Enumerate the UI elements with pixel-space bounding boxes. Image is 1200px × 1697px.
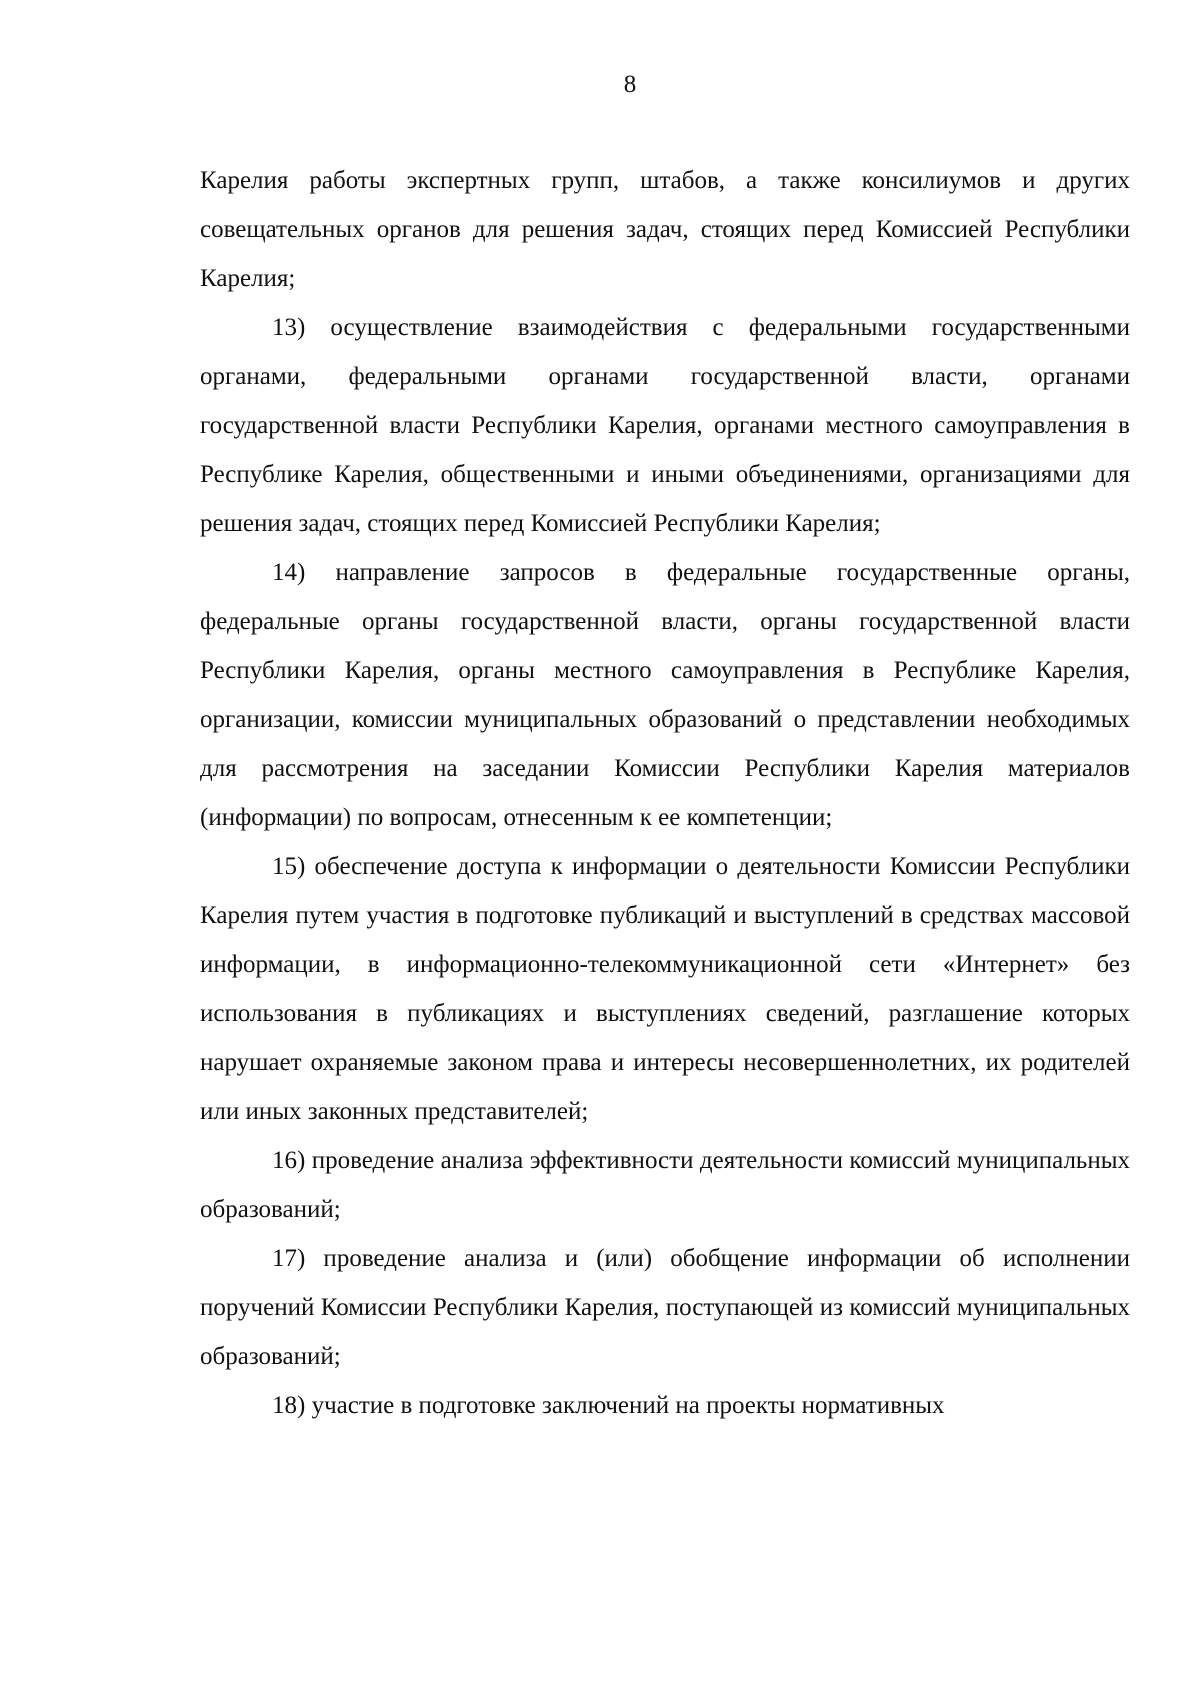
paragraph-continuation: Карелия работы экспертных групп, штабов, а также консилиумов и других совещательных органов для решения задач, стоящих перед Комиссией Республики Карелия; — [200, 167, 1130, 292]
paragraph-item-17: 17) проведение анализа и (или) обобщение информации об исполнении поручений Комиссии Республики Карелия, поступающей из комиссий муниципальных образований; — [200, 1245, 1130, 1370]
document-body — [200, 156, 1130, 1430]
paragraph-item-14: 14) направление запросов в федеральные государственные органы, федеральные органы государственной власти, органы государственной власти Республики Карелия, органы местного самоуправления в Республике Карелия, организации, комиссии муниципальных образований о представлении необходимых для рассмотрения на заседании Комиссии Республики Карелия материалов (информации) по вопросам, отнесенным к ее компетенции; — [200, 559, 1130, 831]
paragraph-item-18: 18) участие в подготовке заключений на проекты нормативных — [272, 1392, 945, 1419]
page-number: 8 — [623, 71, 637, 98]
paragraph-item-13: 13) осуществление взаимодействия с федеральными государственными органами, федеральными органами государственной власти, органами государственной власти Республики Карелия, органами местного самоуправления в Республике Карелия, общественными и иными объединениями, организациями для решения задач, стоящих перед Комиссией Республики Карелия; — [200, 314, 1130, 537]
paragraph-item-16: 16) проведение анализа эффективности деятельности комиссий муниципальных образований; — [200, 1147, 1130, 1223]
paragraph-item-15: 15) обеспечение доступа к информации о деятельности Комиссии Республики Карелия путем участия в подготовке публикаций и выступлений в средствах массовой информации, в информационно-телекоммуникационной сети «Интернет» без использования в публикациях и выступлениях сведений, разглашение которых нарушает охраняемые законом права и интересы несовершеннолетних, их родителей или иных законных представителей; — [200, 853, 1130, 1125]
